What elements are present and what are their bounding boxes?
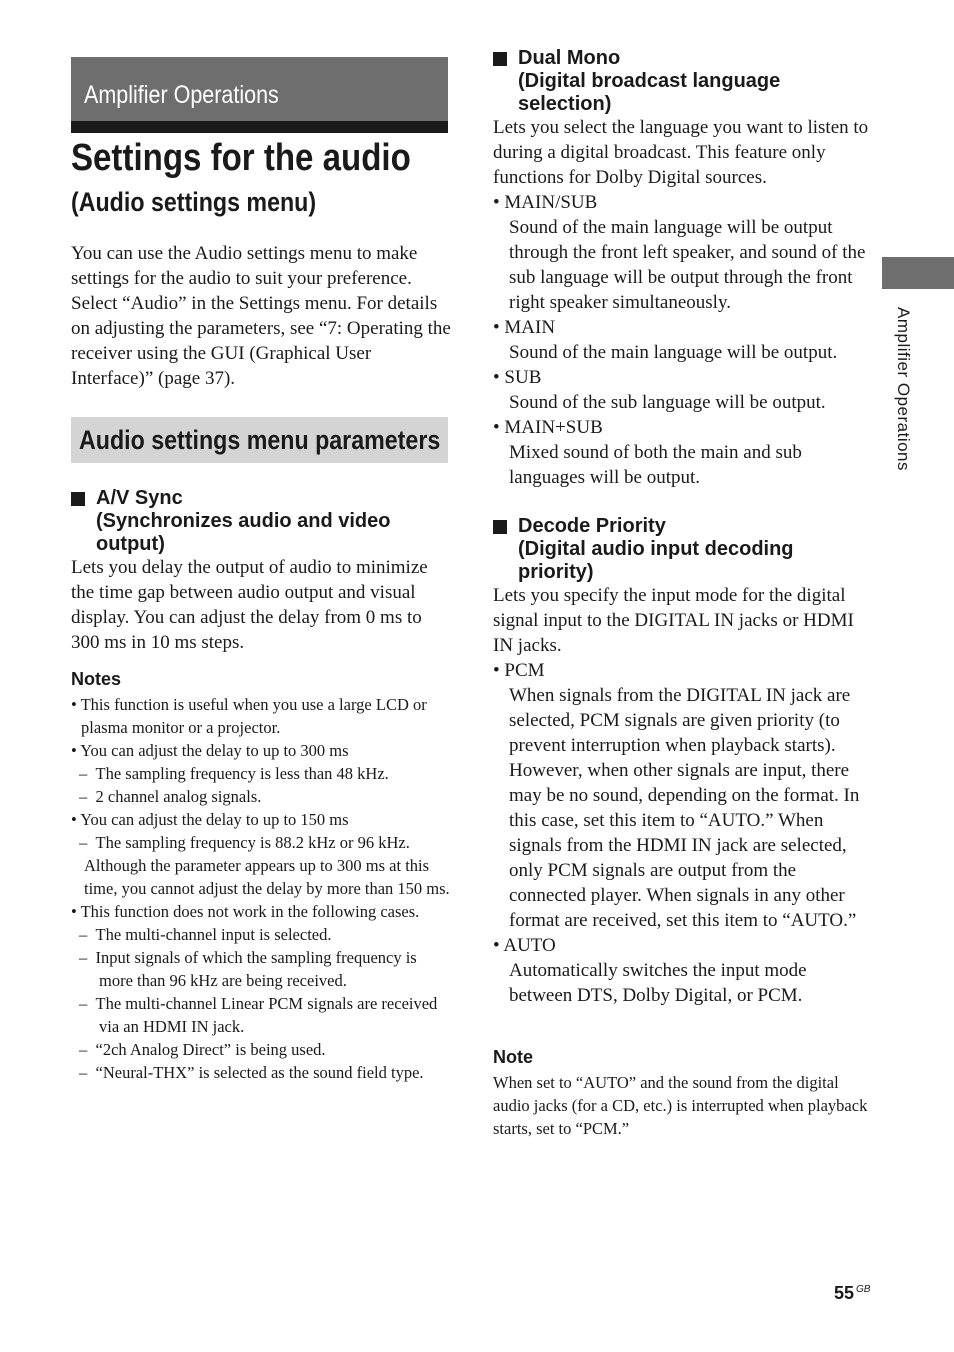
heading-line: (Digital broadcast language <box>518 70 781 92</box>
dual-mono-heading <box>493 47 873 116</box>
params-heading-box <box>71 417 448 463</box>
page-suffix: GB <box>856 1284 871 1295</box>
page-title: Settings for the audio <box>71 137 411 179</box>
params-heading: Audio settings menu parameters <box>79 425 441 455</box>
decode-priority-body: Lets you specify the input mode for the digital signal input to the DIGITAL IN jacks or HDMI IN jacks. <box>493 585 854 656</box>
square-bullet-icon <box>493 52 507 66</box>
option-description: Automatically switches the input mode between DTS, Dolby Digital, or PCM. <box>509 960 807 1006</box>
page-subtitle: (Audio settings menu) <box>71 187 317 217</box>
heading-line: output) <box>96 533 165 555</box>
heading-line: A/V Sync <box>96 487 183 509</box>
option-label: • SUB <box>493 367 542 388</box>
section-header <box>71 57 448 121</box>
option-description: Sound of the main language will be output. <box>509 342 838 363</box>
square-bullet-icon <box>493 520 507 534</box>
note-item: – “Neural-THX” is selected as the sound field type. <box>79 1063 424 1082</box>
section-header-text: Amplifier Operations <box>84 81 279 109</box>
heading-line: selection) <box>518 93 612 115</box>
option-label: • AUTO <box>493 935 556 956</box>
av-sync-body: Lets you delay the output of audio to minimize the time gap between audio output and visual display. You can adjust the delay from 0 ms to 300 ms in 10 ms steps. <box>71 557 428 653</box>
av-sync-heading <box>71 487 451 556</box>
page-number: 55 <box>834 1283 855 1303</box>
note-item: – “2ch Analog Direct” is being used. <box>79 1040 326 1059</box>
heading-line: Dual Mono <box>518 47 621 69</box>
note-item: – 2 channel analog signals. <box>79 787 262 806</box>
dual-mono-body: Lets you select the language you want to listen to during a digital broadcast. This feature only functions for Dolby Digital sources. <box>493 117 869 188</box>
option-description: Mixed sound of both the main and sub languages will be output. <box>509 442 802 488</box>
option-description: Sound of the sub language will be output. <box>509 392 826 413</box>
note-item: • You can adjust the delay to up to 300 ms <box>71 741 349 760</box>
option-label: • PCM <box>493 660 545 681</box>
option-description: When signals from the DIGITAL IN jack are selected, PCM signals are given priority (to prevent interruption when playback starts). However, when other signals are input, there may be no sound, depending on the format. In this case, set this item to “AUTO.” When signals from the HDMI IN jack are selected, only PCM signals are output from the connected player. When signals in any other format are received, set this item to “AUTO.” <box>509 685 860 931</box>
section-rule <box>71 121 448 133</box>
note-item: • You can adjust the delay to up to 150 ms <box>71 810 349 829</box>
note-item: – The multi-channel input is selected. <box>79 925 332 944</box>
heading-line: priority) <box>518 561 594 583</box>
chapter-tab <box>882 257 954 289</box>
side-chapter-label: Amplifier Operations <box>894 307 913 472</box>
dual-mono-options <box>493 190 873 490</box>
notes-list <box>71 693 453 1084</box>
note-item: Although the parameter appears up to 300 ms at this time, you cannot adjust the delay by more than 150 ms. <box>84 856 450 898</box>
decode-priority-heading <box>493 515 873 584</box>
note-text: When set to “AUTO” and the sound from the digital audio jacks (for a CD, etc.) is interrupted when playback starts, set to “PCM.” <box>493 1073 868 1138</box>
note-item: – The sampling frequency is 88.2 kHz or 96 kHz. <box>79 833 410 852</box>
note-item: – Input signals of which the sampling frequency is more than 96 kHz are being received. <box>79 948 417 990</box>
note-heading: Note <box>493 1047 533 1067</box>
option-description: Sound of the main language will be output through the front left speaker, and sound of the sub language will be output through the front right speaker simultaneously. <box>509 217 866 313</box>
heading-line: (Synchronizes audio and video <box>96 510 391 532</box>
heading-line: (Digital audio input decoding <box>518 538 794 560</box>
option-label: • MAIN <box>493 317 556 338</box>
option-label: • MAIN/SUB <box>493 192 598 213</box>
heading-line: Decode Priority <box>518 515 666 537</box>
notes-heading: Notes <box>71 669 122 689</box>
note-item: – The multi-channel Linear PCM signals are received via an HDMI IN jack. <box>79 994 438 1036</box>
intro-paragraph: You can use the Audio settings menu to make settings for the audio to suit your preference. Select “Audio” in the Settings menu. For details on adjusting the parameters, see “7: Operating the receiver using the GUI (Graphical User Interface)” (page 37). <box>71 243 451 389</box>
option-label: • MAIN+SUB <box>493 417 603 438</box>
note-item: – The sampling frequency is less than 48 kHz. <box>79 764 389 783</box>
square-bullet-icon <box>71 492 85 506</box>
note-item: • This function does not work in the following cases. <box>71 902 420 921</box>
note-item: • This function is useful when you use a large LCD or plasma monitor or a projector. <box>71 695 427 737</box>
decode-priority-options <box>493 658 873 1008</box>
